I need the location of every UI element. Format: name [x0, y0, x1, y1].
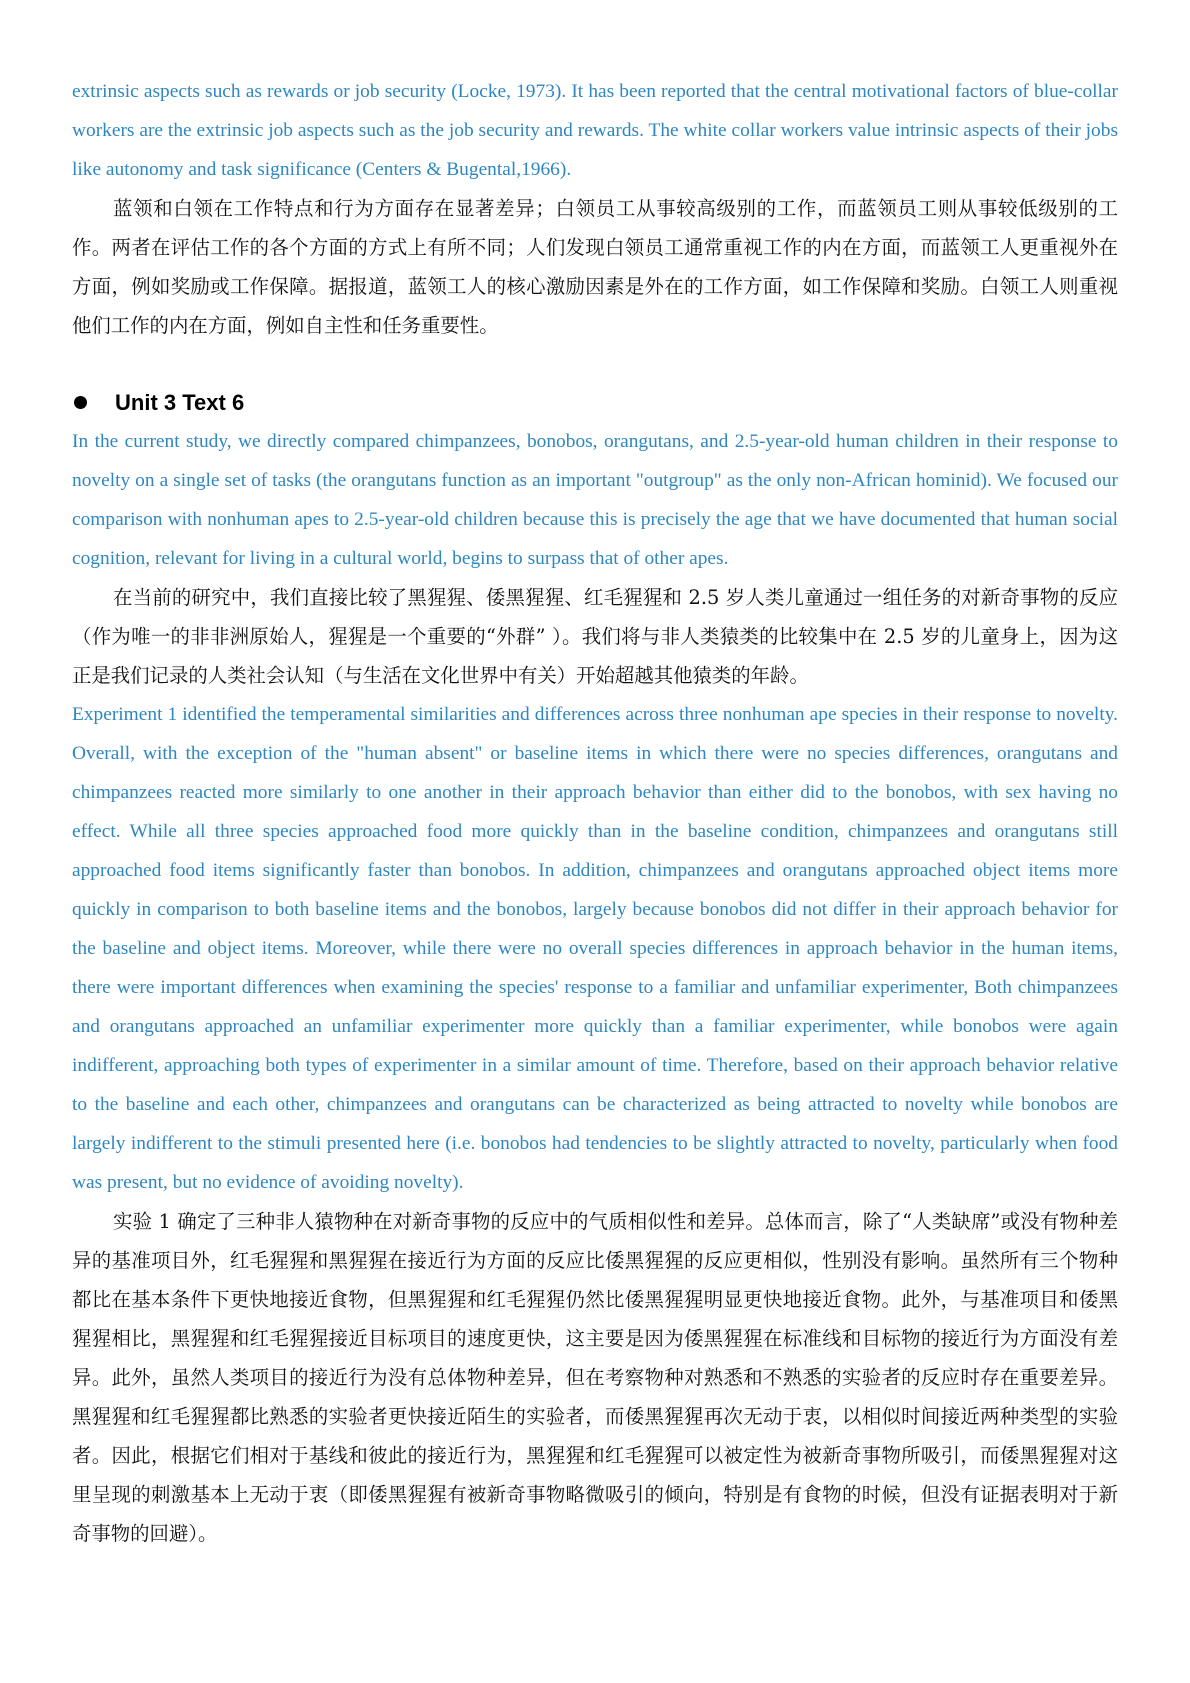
paragraph-zh-job-motivation: 蓝领和白领在工作特点和行为方面存在显著差异；白领员工从事较高级别的工作，而蓝领员工则从事较低级别的工作。两者在评估工作的各个方面的方式上有所不同；人们发现白领员工通常重视工作的内在方面，而蓝领工人更重视外在方面，例如奖励或工作保障。据报道，蓝领工人的核心激励因素是外在的工作方面，如工作保障和奖励。白领工人则重视他们工作的内在方面，例如自主性和任务重要性。 [72, 197, 1118, 337]
section-heading [72, 383, 1118, 422]
section-title: Unit 3 Text 6 [115, 389, 245, 415]
paragraph-zh-current-study: 在当前的研究中，我们直接比较了黑猩猩、倭黑猩猩、红毛猩猩和 2.5 岁人类儿童通过一组任务的对新奇事物的反应（作为唯一的非非洲原始人，猩猩是一个重要的“外群” ）。我们将与非人类猿类的比较集中在 2.5 岁的儿童身上，因为这正是我们记录的人类社会认知（与生活在文化世界中有关）开始超越其他猿类的年龄。 [72, 586, 1118, 687]
bullet-icon [74, 396, 87, 409]
paragraph-zh-experiment-1: 实验 1 确定了三种非人猿物种在对新奇事物的反应中的气质相似性和差异。总体而言，除了“人类缺席”或没有物种差异的基准项目外，红毛猩猩和黑猩猩在接近行为方面的反应比倭黑猩猩的反应更相似，性别没有影响。虽然所有三个物种都比在基本条件下更快地接近食物，但黑猩猩和红毛猩猩仍然比倭黑猩猩明显更快地接近食物。此外，与基准项目和倭黑猩猩相比，黑猩猩和红毛猩猩接近目标项目的速度更快，这主要是因为倭黑猩猩在标准线和目标物的接近行为方面没有差异。此外，虽然人类项目的接近行为没有总体物种差异，但在考察物种对熟悉和不熟悉的实验者的反应时存在重要差异。黑猩猩和红毛猩猩都比熟悉的实验者更快接近陌生的实验者，而倭黑猩猩再次无动于衷，以相似时间接近两种类型的实验者。因此，根据它们相对于基线和彼此的接近行为，黑猩猩和红毛猩猩可以被定性为被新奇事物所吸引，而倭黑猩猩对这里呈现的刺激基本上无动于衷（即倭黑猩猩有被新奇事物略微吸引的倾向，特别是有食物的时候，但没有证据表明对于新奇事物的回避）。 [72, 1210, 1118, 1545]
paragraph-en-experiment-1: Experiment 1 identified the temperamental similarities and differences across three nonhuman ape species in their response to novelty. Overall, with the exception of the "human absent" or baseline items in which there were no species differences, orangutans and chimpanzees reacted more similarly to one another in their approach behavior than either did to the bonobos, with sex having no effect. While all three species approached food more quickly than in the baseline condition, chimpanzees and orangutans still approached food items significantly faster than bonobos. In addition, chimpanzees and orangutans approached object items more quickly in comparison to both baseline items and the bonobos, largely because bonobos did not differ in their approach behavior for the baseline and object items. Moreover, while there were no overall species differences in approach behavior in the human items, there were important differences when examining the species' response to a familiar and unfamiliar experimenter, Both chimpanzees and orangutans approached an unfamiliar experimenter more quickly than a familiar experimenter, while bonobos were again indifferent, approaching both types of experimenter in a similar amount of time. Therefore, based on their approach behavior relative to the baseline and each other, chimpanzees and orangutans can be characterized as being attracted to novelty while bonobos are largely indifferent to the stimuli presented here (i.e. bonobos had tendencies to be slightly attracted to novelty, particularly when food was present, but no evidence of avoiding novelty). [72, 704, 1118, 1193]
paragraph-en-job-motivation: extrinsic aspects such as rewards or job security (Locke, 1973). It has been reported that the central motivational factors of blue-collar workers are the extrinsic job aspects such as the job security and rewards. The white collar workers value intrinsic aspects of their jobs like autonomy and task significance (Centers & Bugental,1966). [72, 81, 1118, 180]
paragraph-en-current-study: In the current study, we directly compared chimpanzees, bonobos, orangutans, and 2.5-year-old human children in their response to novelty on a single set of tasks (the orangutans function as an important "outgroup" as the only non-African hominid). We focused our comparison with nonhuman apes to 2.5-year-old children because this is precisely the age that we have documented that human social cognition, relevant for living in a cultural world, begins to surpass that of other apes. [72, 431, 1118, 569]
document-page [72, 72, 1118, 1553]
